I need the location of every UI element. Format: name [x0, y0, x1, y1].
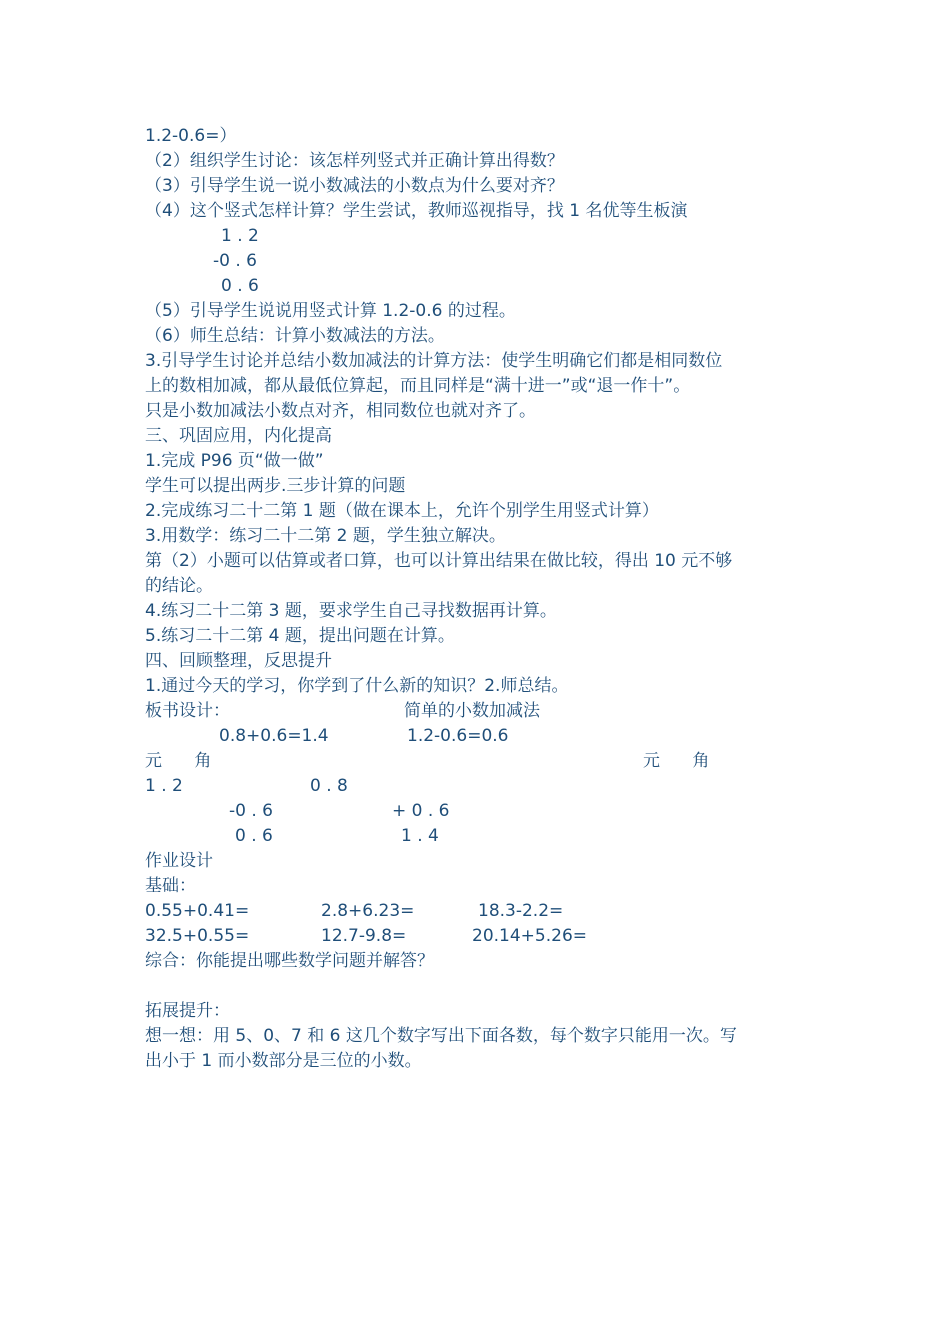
- vertical-calc-result: 0 . 6: [221, 276, 259, 296]
- vertical-calc-top: 1 . 2: [221, 226, 259, 246]
- exercise-1: 0.55+0.41=: [145, 901, 250, 921]
- exercise-2: 2.8+6.23=: [321, 901, 415, 921]
- exercise-5: 12.7-9.8=: [321, 926, 407, 946]
- item-3-note-line-2: 的结论。: [145, 576, 213, 596]
- basic-label: 基础：: [145, 876, 196, 896]
- board-calc-sub-middle: -0 . 6: [229, 801, 273, 821]
- board-calc-add-top: 0 . 8: [310, 776, 348, 796]
- line-step-2: （2）组织学生讨论：该怎样列竖式并正确计算出得数？: [145, 151, 564, 171]
- item-1-note: 学生可以提出两步.三步计算的问题: [145, 476, 406, 496]
- extension-label: 拓展提升：: [145, 1001, 230, 1021]
- paragraph-3-line-1: 3.引导学生讨论并总结小数加减法的计算方法：使学生明确它们都是相同数位: [145, 351, 723, 371]
- board-design-label: 板书设计：: [145, 701, 230, 721]
- item-1: 1.完成 P96 页“做一做”: [145, 451, 324, 471]
- extension-line-2: 出小于 1 而小数部分是三位的小数。: [145, 1051, 422, 1071]
- board-equation-add: 0.8+0.6=1.4: [219, 726, 329, 746]
- board-calc-sub-top: 1 . 2: [145, 776, 183, 796]
- board-calc-add-middle: + 0 . 6: [392, 801, 450, 821]
- exercise-3: 18.3-2.2=: [478, 901, 564, 921]
- line-step-4: （4）这个竖式怎样计算？学生尝试，教师巡视指导，找 1 名优等生板演: [145, 201, 688, 221]
- exercise-6: 20.14+5.26=: [472, 926, 588, 946]
- paragraph-3-line-3: 只是小数加减法小数点对齐，相同数位也就对齐了。: [145, 401, 536, 421]
- line-step-3: （3）引导学生说一说小数减法的小数点为什么要对齐？: [145, 176, 564, 196]
- item-5: 5.练习二十二第 4 题，提出问题在计算。: [145, 626, 455, 646]
- vertical-calc-subtrahend: -0 . 6: [213, 251, 257, 271]
- item-2: 2.完成练习二十二第 1 题（做在课本上，允许个别学生用竖式计算）: [145, 501, 659, 521]
- homework-title: 作业设计: [145, 851, 213, 871]
- board-equation-sub: 1.2-0.6=0.6: [407, 726, 509, 746]
- line-step-5: （5）引导学生说说用竖式计算 1.2-0.6 的过程。: [145, 301, 516, 321]
- comprehensive-question: 综合：你能提出哪些数学问题并解答？: [145, 951, 434, 971]
- unit-label-right: 元 角: [643, 751, 710, 771]
- item-3: 3.用数学：练习二十二第 2 题，学生独立解决。: [145, 526, 506, 546]
- line-step-6: （6）师生总结：计算小数减法的方法。: [145, 326, 445, 346]
- unit-label-left: 元 角: [145, 751, 212, 771]
- board-design-title: 简单的小数加减法: [404, 701, 540, 721]
- board-calc-add-result: 1 . 4: [401, 826, 439, 846]
- extension-line-1: 想一想：用 5、0、7 和 6 这几个数字写出下面各数，每个数字只能用一次。写: [145, 1026, 737, 1046]
- item-4: 4.练习二十二第 3 题，要求学生自己寻找数据再计算。: [145, 601, 557, 621]
- item-3-note-line-1: 第（2）小题可以估算或者口算，也可以计算出结果在做比较，得出 10 元不够: [145, 551, 733, 571]
- paragraph-3-line-2: 上的数相加减，都从最低位算起，而且同样是“满十进一”或“退一作十”。: [145, 376, 691, 396]
- line-equation: 1.2-0.6=）: [145, 126, 237, 146]
- review-line: 1.通过今天的学习，你学到了什么新的知识？2.师总结。: [145, 676, 569, 696]
- section-heading-4: 四、回顾整理，反思提升: [145, 651, 332, 671]
- board-calc-sub-result: 0 . 6: [235, 826, 273, 846]
- section-heading-3: 三、巩固应用，内化提高: [145, 426, 332, 446]
- exercise-4: 32.5+0.55=: [145, 926, 250, 946]
